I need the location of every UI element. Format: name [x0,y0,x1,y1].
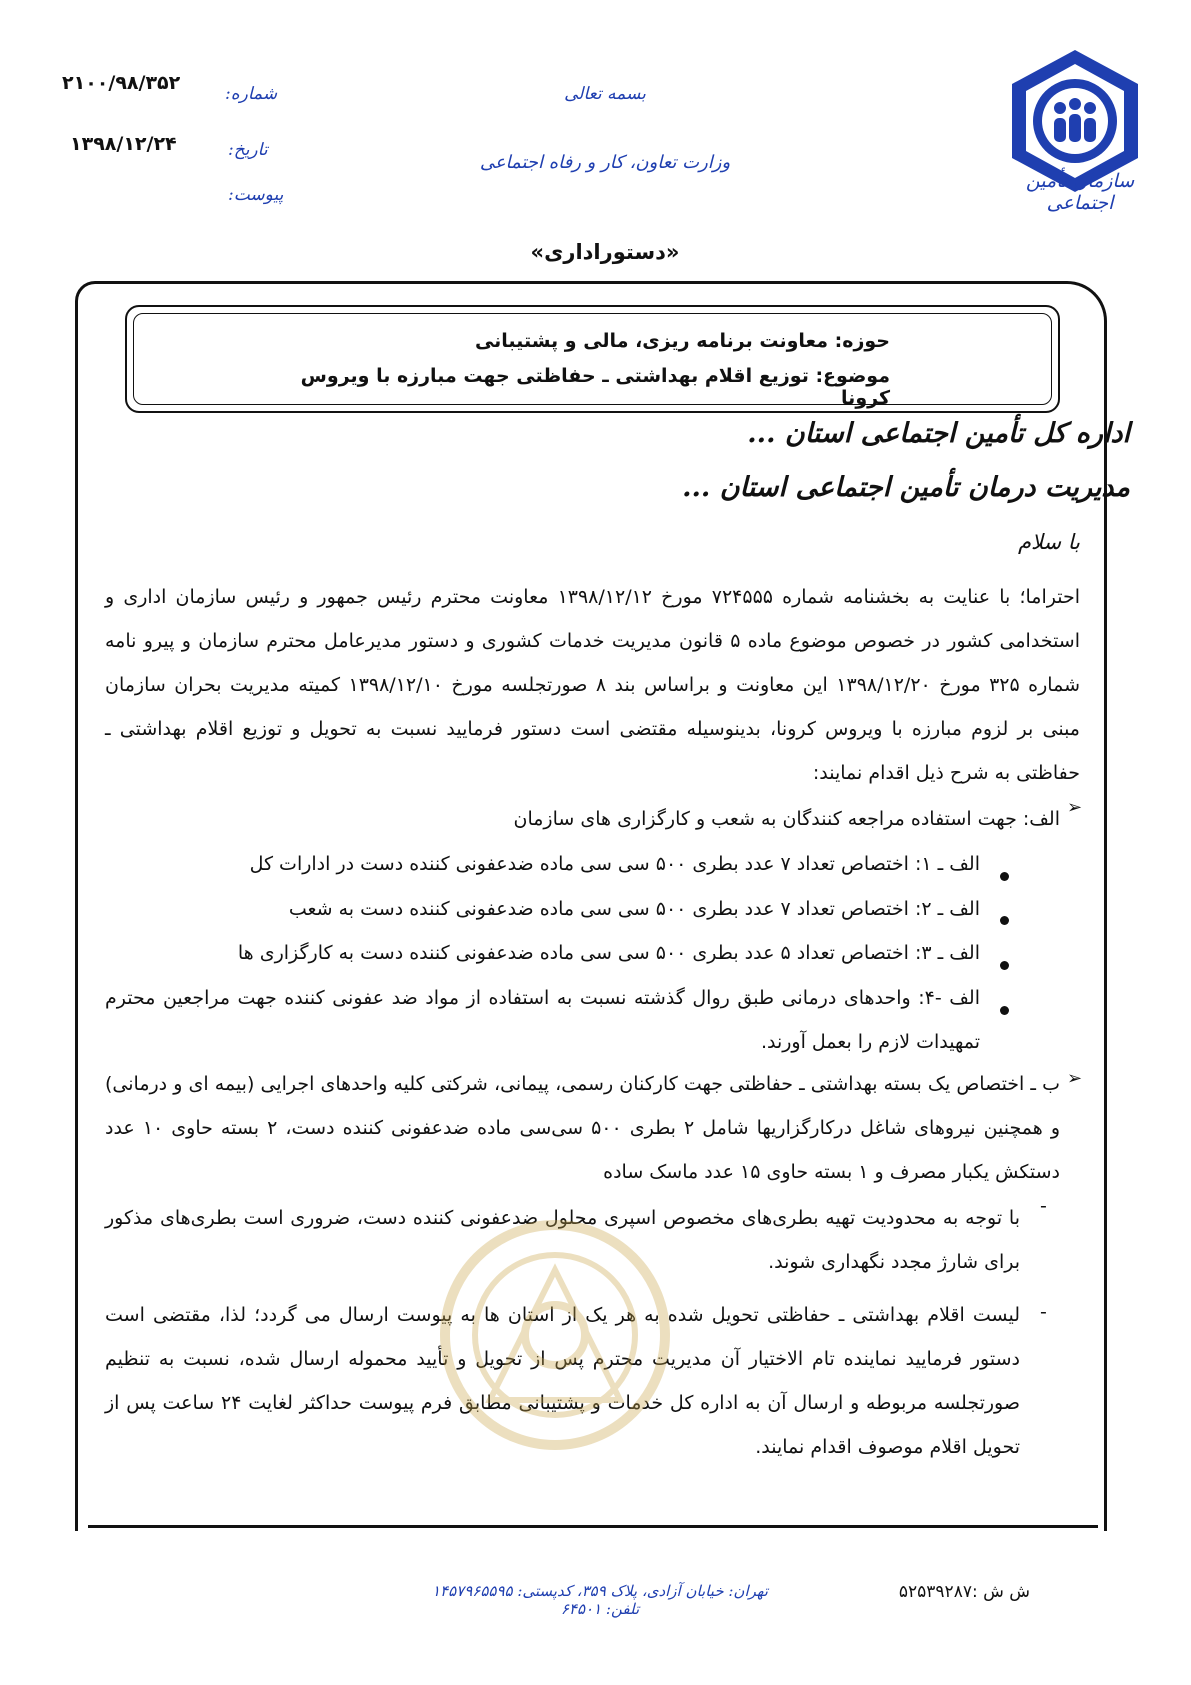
arrow-bullet-icon: ➢ [1067,797,1083,818]
page-frame-bottom-rule [88,1525,1098,1528]
attachment-label: پیوست: [228,185,284,205]
letter-number: ۲۱۰۰/۹۸/۳۵۲ [62,72,181,94]
bullet-dot-icon [1000,961,1009,970]
letter-date: ۱۳۹۸/۱۲/۲۴ [70,133,177,155]
date-label: تاریخ: [228,140,268,160]
section-b-paragraph: ب ـ اختصاص یک بسته بهداشتی ـ حفاظتی جهت کارکنان رسمی، پیمانی، شرکتی کلیه واحدهای اجرایی (بیمه ای و درمانی) و همچنین نیروهای شاغل درکارگزاریها شامل ۲ بطری ۵۰۰ سی‌سی ماده ضدعفونی کننده دست، ۲ بسته حاوی ۱۰ عدد دستکش یکبار مصرف و ۱ بسته حاوی ۱۵ عدد ماسک ساده [105,1073,1060,1183]
bullet-dot-icon [1000,1006,1009,1015]
footer-address: تهران: خیابان آزادی، پلاک ۳۵۹، کدپستی: ۱۴۵۷۹۶۵۵۹۵ تلفن: ۶۴۵۰۱ [432,1582,768,1618]
list-item: الف ـ ۲: اختصاص تعداد ۷ عدد بطری ۵۰۰ سی سی ماده ضدعفونی کننده دست به شعب [288,898,980,920]
number-label: شماره: [225,84,278,104]
subject-line: موضوع: توزیع اقلام بهداشتی ـ حفاظتی جهت مبارزه با ویروس کرونا [300,365,890,409]
bullet-dot-icon [1000,916,1009,925]
note-item: لیست اقلام بهداشتی ـ حفاظتی تحویل شده به هر یک از استان ها به پیوست ارسال می گردد؛ لذا، مقتضی است دستور فرمایید نماینده تام الاختیار آن مدیریت محترم پس از تحویل و تأیید محموله ارسال شده، نسبت به تنظیم صورتجلسه مربوطه و ارسال آن به اداره کل خدمات و پشتیبانی مطابق فرم پیوست حداکثر لغایت ۲۴ ساعت پس از تحویل اقلام موصوف اقدام نمایند. [105,1304,1020,1458]
list-item: الف ـ ۳: اختصاص تعداد ۵ عدد بطری ۵۰۰ سی سی ماده ضدعفونی کننده دست به کارگزاری ها [237,942,980,964]
document-type-title: «دستوراداری» [530,240,680,264]
salutation: با سلام [1017,530,1080,554]
note-item: با توجه به محدودیت تهیه بطری‌های مخصوص اسپری محلول ضدعفونی کننده دست، ضروری است بطری‌های مذکور برای شارژ مجدد نگهداری شوند. [105,1207,1020,1273]
intro-paragraph: احتراما؛ با عنایت به بخشنامه شماره ۷۲۴۵۵۵ مورخ ۱۳۹۸/۱۲/۱۲ معاونت محترم رئیس جمهور و رئیس سازمان اداری و استخدامی کشور در خصوص موضوع ماده ۵ قانون مدیریت خدمات کشوری و دستور مدیرعامل محترم سازمان و پیرو نامه شماره ۳۲۵ مورخ ۱۳۹۸/۱۲/۲۰ این معاونت و براساس بند ۸ صورتجلسه مورخ ۱۳۹۸/۱۲/۱۰ کمیته مدیریت بحران سازمان مبنی بر لزوم مبارزه با ویروس کرونا، بدینوسیله مقتضی است دستور فرمایید نسبت به تحویل و توزیع اقلام بهداشتی ـ حفاظتی به شرح ذیل اقدام نمایند: [105,586,1081,784]
section-a-heading: الف: جهت استفاده مراجعه کنندگان به شعب و کارگزاری های سازمان [513,808,1060,830]
footer-code: ش ش :۵۲۵۳۹۲۸۷ [898,1582,1030,1602]
dash-bullet-icon: - [1040,1195,1047,1217]
ministry-name: وزارت تعاون، کار و رفاه اجتماعی [479,152,731,173]
arrow-bullet-icon: ➢ [1067,1068,1083,1089]
logo-caption: سازمان تأمین اجتماعی [1025,170,1135,214]
bismillah-heading: بسمه تعالی [564,84,646,104]
bullet-dot-icon [1000,872,1009,881]
area-line: حوزه: معاونت برنامه ریزی، مالی و پشتیبانی [474,330,890,352]
list-item: الف ـ ۱: اختصاص تعداد ۷ عدد بطری ۵۰۰ سی سی ماده ضدعفونی کننده دست در ادارات کل [249,853,980,875]
recipient-line-1: اداره کل تأمین اجتماعی استان ... [747,418,1130,449]
recipient-line-2: مدیریت درمان تأمین اجتماعی استان ... [682,472,1130,503]
list-item: الف -۴: واحدهای درمانی طبق روال گذشته نسبت به استفاده از مواد ضد عفونی کننده جهت مراجعین محترم تمهیدات لازم را بعمل آورند. [105,987,980,1053]
watermark-seal-icon [430,1210,680,1460]
dash-bullet-icon: - [1040,1301,1047,1323]
